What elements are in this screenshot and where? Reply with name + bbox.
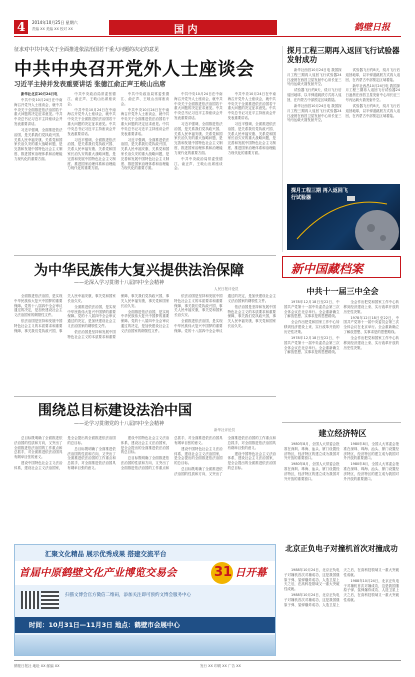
footer-left: 鹤壁日报社 地址 XX 邮编 XX bbox=[14, 664, 60, 668]
article3-paragraph: 建设中国特色社会主义法治体系，建设社会主义法治国家，是全会提出的全面推进依法治国的总目标。 bbox=[227, 451, 276, 470]
archive-banner-text: 新中国藏档案 bbox=[291, 262, 364, 276]
side-news-paragraph: 新华社西昌10月24日电 我国探月工程三期再入返回飞行试验器24日凌晨在西昌卫星发射中心用长征三号丙运载火箭发射升空。 bbox=[345, 83, 400, 102]
article2-source: 人民日报评论员 bbox=[214, 287, 239, 291]
lead-paragraph: 中共中央10月24日在中南海召开党外人士座谈会，就中共中央关于全面推进依法治国若干重大问题的决定征求意见。中共中央总书记习近平主持座谈会并发表重要讲话。 bbox=[14, 97, 63, 126]
article2-paragraph: 全面推进依法治国，是实现中华民族伟大复兴中国梦的重要保障。党的十八届四中全会审议通过的决定，是加快建设社会主义法治国家的纲领性文件。 bbox=[120, 309, 170, 333]
archive-item2-body bbox=[284, 442, 399, 538]
expo-advertisement bbox=[14, 544, 276, 656]
qr-code[interactable] bbox=[21, 591, 39, 609]
lead-paragraph: 中共中央10月24日在中南海召开党外人士座谈会，就中共中央关于全面推进依法治国若干重大问题的决定征求意见。中共中央总书记习近平主持座谈会并发表重要讲话。 bbox=[120, 107, 170, 136]
lead-paragraph: 习近平强调，全面推进依法治国，是关系我们党执政兴国、关系人民幸福安康、关系党和国家长治久安的重大战略问题，是完善和发展中国特色社会主义制度、推进国家治理体系和治理能力现代化的重要方面。 bbox=[227, 121, 276, 155]
lead-paragraph: 中共中央政治局常委张德江、俞正声、王岐山出席座谈会。 bbox=[67, 92, 116, 106]
divider bbox=[14, 255, 276, 256]
page-header bbox=[14, 20, 401, 42]
section-title: 国 内 bbox=[174, 25, 198, 36]
lead-subhead: 习近平主持并发表重要讲话 张德江俞正声王岐山出席 bbox=[14, 80, 166, 88]
side-news-body bbox=[287, 68, 400, 178]
divider bbox=[14, 396, 276, 397]
ad-time-location: 时间：10月31日—11月3日 地点：鹤壁市会展中心 bbox=[29, 621, 180, 629]
lead-article bbox=[14, 46, 276, 252]
lead-paragraph: 习近平强调，全面推进依法治国，是关系我们党执政兴国、关系人民幸福安康、关系党和国家长治久安的重大战略问题，是完善和发展中国特色社会主义制度、推进国家治理体系和治理能力现代化的重要方面。 bbox=[67, 137, 116, 171]
article3-paragraph: 建设中国特色社会主义法治体系，建设社会主义法治国家，是全会提出的全面推进依法治国的总目标。 bbox=[174, 446, 223, 466]
archive-paragraph: 1980年8月，全国人大常委会批准在深圳、珠海、汕头、厦门设置经济特区，经济特区的建立成为我国对外开放的重要窗口。 bbox=[343, 462, 399, 481]
lead-headline: 中共中央召开党外人士座谈会 bbox=[14, 59, 255, 80]
ad-skyline bbox=[15, 635, 276, 656]
article2-paragraph: 全面推进依法治国，是实现中华民族伟大复兴中国梦的重要保障。党的十八届四中全会审议通过的决定，是加快建设社会主义法治国家的纲领性文件。 bbox=[14, 294, 63, 318]
lead-byline: 新华社北京10月24日电 bbox=[21, 92, 58, 96]
archive-item2-title: 建立经济特区 bbox=[318, 429, 367, 438]
ad-title-suffix: 日开幕 bbox=[235, 567, 267, 579]
article2-headline: 为中华民族伟大复兴提供法治保障 bbox=[34, 263, 244, 279]
lead-paragraph: 习近平强调，全面推进依法治国，是关系我们党执政兴国、关系人民幸福安康、关系党和国家长治久安的重大战略问题，是完善和发展中国特色社会主义制度、推进国家治理体系和治理能力现代化的重要方面。 bbox=[14, 127, 63, 161]
lead-paragraph: 中共中央10月24日在中南海召开党外人士座谈会，就中共中央关于全面推进依法治国若干重大问题的决定征求意见。中共中央总书记习近平主持座谈会并发表重要讲话。 bbox=[174, 92, 223, 120]
qr-code-2[interactable] bbox=[41, 591, 59, 609]
masthead-logo: 鹤壁日报 bbox=[354, 23, 391, 33]
side-news2-headline: 北京正负电子对撞机首次对撞成功 bbox=[285, 544, 398, 553]
ad-day: 31 bbox=[214, 565, 233, 580]
commentary-article-1 bbox=[14, 260, 276, 392]
archive-paragraph: 1978年12月18日至22日，中国共产党第十一届中央委员会第三次全体会议在北京举行。全会重新确立了解放思想、实事求是的思想路线。 bbox=[343, 315, 399, 334]
article2-paragraph: 依法治国是坚持和发展中国特色社会主义的本质要求和重要保障，事关我们党执政兴国，事关人民幸福安康，事关党和国家长治久安。 bbox=[174, 294, 223, 318]
side-news-paragraph: 试验器飞行约8天，绕月飞行后返回地球，以半弹道跳跃方式再入返回，在内蒙古中部预定区域着陆。 bbox=[287, 88, 342, 102]
article3-paragraph: 总目标既明确了全面推进依法治国的性质和方向，又突出了全面推进依法治国的工作重点和总抓手，对全面推进依法治国具有纲举目张的意义。 bbox=[67, 446, 116, 470]
article2-body bbox=[14, 294, 276, 390]
archive-paragraph: 1980年8月，全国人大常委会批准在深圳、珠海、汕头、厦门设置经济特区，经济特区的建立成为我国对外开放的重要窗口。 bbox=[284, 442, 340, 461]
article3-paragraph: 总目标既明确了全面推进依法治国的性质和方向，又突出了全面推进依法治国的工作重点和总抓手，对全面推进依法治国具有纲举目张的意义。 bbox=[14, 436, 63, 460]
archive-paragraph: 全会作出把党和国家工作中心转移到经济建设上来、实行改革开放的历史性决策。 bbox=[284, 320, 340, 334]
lead-paragraph: 中共中央政治局常委张德江、俞正声、王岐山出席座谈会。 bbox=[120, 92, 170, 106]
editor-line: 责编 XX 美编 XX 校对 XX bbox=[32, 27, 73, 31]
lead-paragraph: 习近平强调，全面推进依法治国，是关系我们党执政兴国、关系人民幸福安康、关系党和国家长治久安的重大战略问题，是完善和发展中国特色社会主义制度、推进国家治理体系和治理能力现代化的重要方面。 bbox=[120, 137, 170, 171]
footer-rule bbox=[14, 660, 401, 661]
ad-title: 首届中原鹤壁文化产业博览交易会 bbox=[19, 567, 177, 579]
article2-paragraph: 全面推进依法治国，是实现中华民族伟大复兴中国梦的重要保障。党的十八届四中全会审议通过的决定，是加快建设社会主义法治国家的纲领性文件。 bbox=[67, 304, 116, 328]
lead-paragraph: 中共中央政治局常委张德江、俞正声、王岐山出席座谈会。 bbox=[174, 156, 223, 171]
side-news-collider bbox=[282, 544, 401, 656]
side-news-paragraph: 新华社西昌10月24日电 我国探月工程三期再入返回飞行试验器24日凌晨在西昌卫星发射中心用长征三号丙运载火箭发射升空。 bbox=[287, 68, 342, 87]
archive-column bbox=[282, 256, 401, 542]
article3-paragraph: 建设中国特色社会主义法治体系，建设社会主义法治国家，是全会提出的全面推进依法治国的总目标。 bbox=[120, 436, 170, 455]
page-number: 4 bbox=[17, 20, 26, 34]
archive-paragraph: 1980年8月，全国人大常委会批准在深圳、珠海、汕头、厦门设置经济特区，经济特区的建立成为我国对外开放的重要窗口。 bbox=[343, 442, 399, 461]
side-news2-paragraph: 1988年10月24日，北京正负电子对撞机首次对撞成功，这是我国继原子弹、氢弹爆炸成功、人造卫星上天之后，在高科技领域又一重大突破性成就。 bbox=[343, 578, 399, 602]
lead-paragraph: 中共中央10月24日在中南海召开党外人士座谈会，就中共中央关于全面推进依法治国若干重大问题的决定征求意见。中共中央总书记习近平主持座谈会并发表重要讲话。 bbox=[227, 92, 276, 120]
side-news-paragraph: 新华社西昌10月24日电 我国探月工程三期再入返回飞行试验器24日凌晨在西昌卫星发射中心用长征三号丙运载火箭发射升空。 bbox=[287, 103, 342, 123]
archive-item1-body bbox=[284, 300, 399, 418]
article3-headline: 围绕总目标建设法治中国 bbox=[38, 403, 192, 419]
side-news2-paragraph: 1988年10月24日，北京正负电子对撞机首次对撞成功，这是我国继原子弹、氢弹爆炸成功、人造卫星上天之后，在高科技领域又一重大突破性成就。 bbox=[284, 568, 340, 592]
ad-tagline: 汇聚文化精品 展示优秀成果 搭建交流平台 bbox=[45, 550, 167, 558]
archive-item1-title: 中共十一届三中全会 bbox=[306, 287, 379, 296]
side-news-paragraph: 试验器飞行约8天，绕月飞行后返回地球，以半弹道跳跃方式再入返回，在内蒙古中部预定区域着陆。 bbox=[345, 103, 400, 118]
archive-paragraph: 全会作出把党和国家工作中心转移到经济建设上来、实行改革开放的历史性决策。 bbox=[343, 300, 399, 314]
article2-paragraph: 全面推进依法治国，是实现中华民族伟大复兴中国梦的重要保障。党的十八届四中全会审议通过的决定，是加快建设社会主义法治国家的纲领性文件。 bbox=[174, 294, 276, 333]
commentary-article-2 bbox=[14, 400, 276, 540]
ad-info: 扫描文博会官方微信二维码，添加关注即可预约文博会服务中心 bbox=[65, 593, 191, 598]
article3-subhead: ——论学习贯彻党的十八届四中全会精神 bbox=[74, 421, 165, 427]
lead-kicker: 征求对中共中央关于全面推进依法治国若干重大问题的决定的意见 bbox=[14, 47, 160, 53]
article3-paragraph: 建设中国特色社会主义法治体系，建设社会主义法治国家，是全会提出的全面推进依法治国的总目标。 bbox=[14, 436, 116, 470]
article2-paragraph: 依法治国是坚持和发展中国特色社会主义的本质要求和重要保障，事关我们党执政兴国，事关人民幸福安康，事关党和国家长治久安。 bbox=[227, 304, 276, 328]
article3-paragraph: 总目标既明确了全面推进依法治国的性质和方向，又突出了全面推进依法治国的工作重点和总抓手，对全面推进依法治国具有纲举目张的意义。 bbox=[120, 436, 223, 470]
lead-paragraph: 习近平强调，全面推进依法治国，是关系我们党执政兴国、关系人民幸福安康、关系党和国家长治久安的重大战略问题，是完善和发展中国特色社会主义制度、推进国家治理体系和治理能力现代化的重要方面。 bbox=[174, 121, 223, 155]
archive-divider bbox=[282, 422, 401, 423]
article2-paragraph: 依法治国是坚持和发展中国特色社会主义的本质要求和重要保障，事关我们党执政兴国，事关人民幸福安康，事关党和国家长治久安。 bbox=[67, 294, 170, 339]
side-news-moon bbox=[282, 46, 401, 252]
side-news-headline: 探月工程三期再入返回飞行试验器发射成功 bbox=[287, 46, 400, 64]
article3-paragraph: 总目标既明确了全面推进依法治国的性质和方向，又突出了全面推进依法治国的工作重点和总抓手，对全面推进依法治国具有纲举目张的意义。 bbox=[174, 436, 276, 476]
archive-paragraph: 1978年12月18日至22日，中国共产党第十一届中央委员会第三次全体会议在北京举行。全会重新确立了解放思想、实事求是的思想路线。 bbox=[284, 335, 340, 355]
footer-right: 发行 XX 印刷 XX 广告 XX bbox=[200, 664, 241, 668]
article2-paragraph: 依法治国是坚持和发展中国特色社会主义的本质要求和重要保障，事关我们党执政兴国，事关人民幸福安康，事关党和国家长治久安。 bbox=[14, 294, 116, 333]
article2-subhead: ——论深入学习贯彻十八届四中全会精神 bbox=[74, 280, 165, 286]
archive-paragraph: 1980年8月，全国人大常委会批准在深圳、珠海、汕头、厦门设置经济特区，经济特区的建立成为我国对外开放的重要窗口。 bbox=[284, 462, 340, 481]
archive-paragraph: 1978年12月18日至22日，中国共产党第十一届中央委员会第三次全体会议在北京举行。全会重新确立了解放思想、实事求是的思想路线。 bbox=[284, 300, 340, 319]
side-news2-body bbox=[284, 568, 399, 656]
side-news2-paragraph: 1988年10月24日，北京正负电子对撞机首次对撞成功，这是我国继原子弹、氢弹爆炸成功、人造卫星上天之后，在高科技领域又一重大突破性成就。 bbox=[284, 568, 399, 607]
lead-body bbox=[14, 92, 276, 250]
side-news-paragraph: 试验器飞行约8天，绕月飞行后返回地球，以半弹道跳跃方式再入返回，在内蒙古中部预定区域着陆。 bbox=[345, 68, 400, 82]
moon-photo-caption: 探月工程三期 再入返回飞行试验器 bbox=[291, 188, 348, 201]
archive-paragraph: 全会作出把党和国家工作中心转移到经济建设上来、实行改革开放的历史性决策。 bbox=[343, 335, 399, 350]
moon-shape bbox=[355, 210, 399, 250]
lead-paragraph: 中共中央10月24日在中南海召开党外人士座谈会，就中共中央关于全面推进依法治国若干重大问题的决定征求意见。中共中央总书记习近平主持座谈会并发表重要讲话。 bbox=[67, 107, 116, 136]
article3-source: 新华社评论员 bbox=[214, 428, 235, 432]
article3-body bbox=[14, 436, 276, 538]
header-rule bbox=[14, 36, 401, 37]
moon-probe-photo bbox=[287, 184, 400, 250]
archive-banner bbox=[282, 256, 401, 278]
issue-date: 2014年10月25日 星期六 bbox=[32, 20, 78, 25]
